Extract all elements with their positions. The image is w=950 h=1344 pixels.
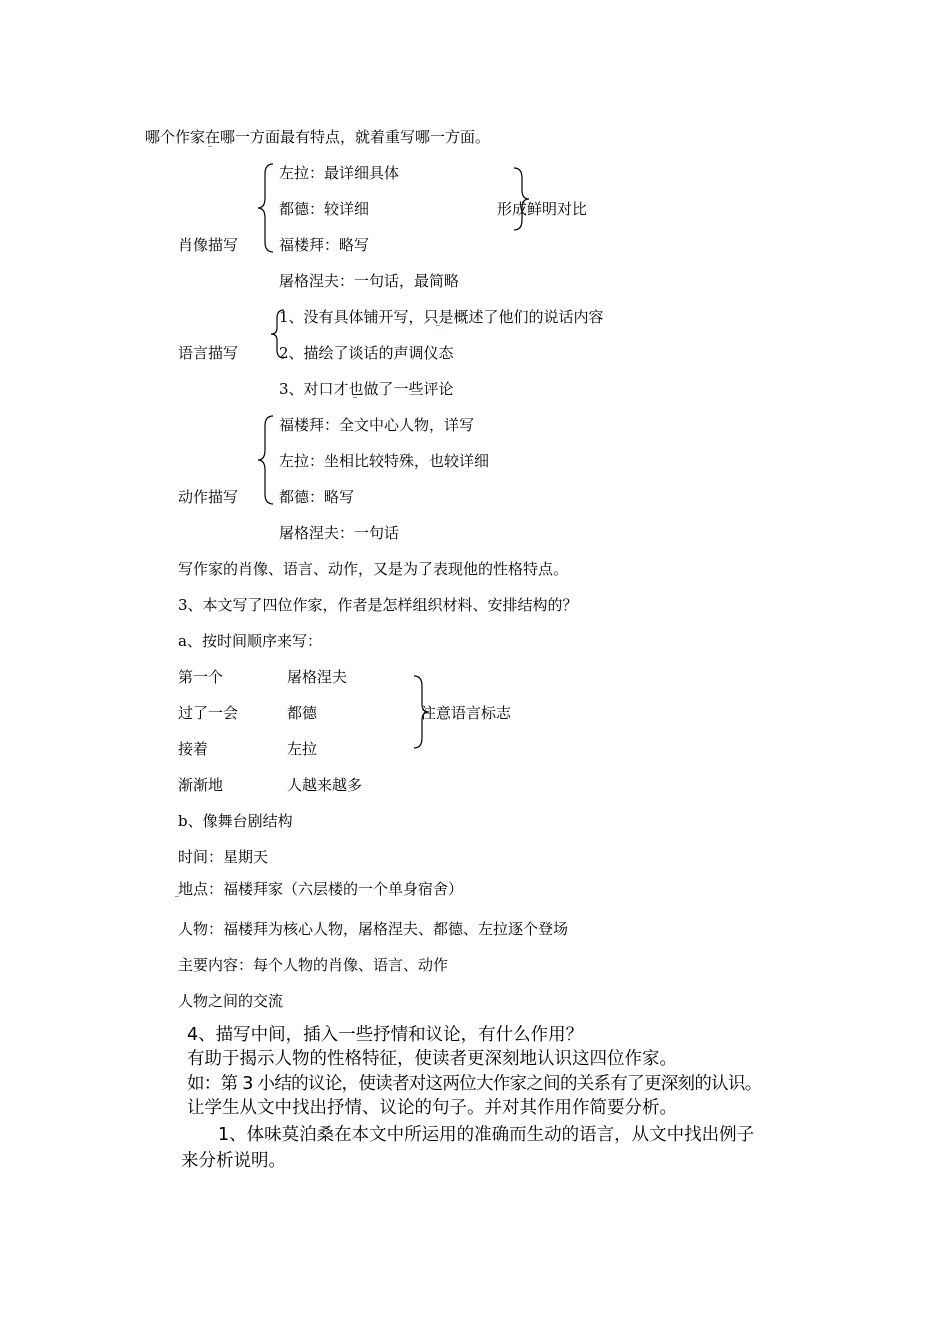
summary-line: 写作家的肖像、语言、动作，又是为了表现他的性格特点。 xyxy=(178,560,569,578)
task-1-line-1: 1、体味莫泊桑在本文中所运用的准确而生动的语言，从文中找出例子 xyxy=(218,1125,755,1145)
sequence-who-1: 屠格涅夫 xyxy=(287,668,348,686)
sequence-time-1: 第一个 xyxy=(178,668,224,686)
answer-4-line-3: 让学生从文中找出抒情、议论的句子。并对其作用作简要分析。 xyxy=(187,1098,677,1118)
edit-mark xyxy=(208,143,212,147)
contrast-brace xyxy=(512,166,532,232)
language-heading: 语言描写 xyxy=(178,344,239,362)
portrait-item-turgenev: 屠格涅夫：一句话，最简略 xyxy=(279,272,460,290)
edit-mark xyxy=(436,322,440,326)
portrait-item-zola: 左拉：最详细具体 xyxy=(279,164,400,182)
portrait-heading: 肖像描写 xyxy=(178,236,239,254)
sequence-time-4: 渐渐地 xyxy=(178,776,224,794)
sequence-time-3: 接着 xyxy=(178,740,209,758)
task-1-line-2: 来分析说明。 xyxy=(181,1151,286,1171)
point-a: a、按时间顺序来写： xyxy=(178,632,322,650)
question-3: 3、本文写了四位作家，作者是怎样组织材料、安排结构的？ xyxy=(178,596,578,614)
sequence-note: 注意语言标志 xyxy=(421,704,512,722)
action-item-daudet: 都德：略写 xyxy=(279,488,355,506)
sequence-brace xyxy=(412,674,432,750)
sequence-who-4: 人越来越多 xyxy=(287,776,363,794)
language-item-1: 1、没有具体铺开写，只是概述了他们的说话内容 xyxy=(279,308,604,326)
point-b: b、像舞台剧结构 xyxy=(178,812,293,830)
portrait-item-flaubert: 福楼拜：略写 xyxy=(279,236,370,254)
edit-mark xyxy=(353,394,357,398)
action-item-turgenev: 屠格涅夫：一句话 xyxy=(279,524,400,542)
answer-4-line-1: 有助于揭示人物的性格特征，使读者更深刻地认识这四位作家。 xyxy=(187,1049,677,1069)
stage-place: 地点：福楼拜家（六层楼的一个单身宿舍） xyxy=(178,880,464,898)
portrait-brace xyxy=(255,162,275,254)
action-heading: 动作描写 xyxy=(178,488,239,506)
language-item-2: 2、描绘了谈话的声调仪态 xyxy=(279,344,454,362)
edit-mark xyxy=(175,893,179,897)
sequence-time-2: 过了一会 xyxy=(178,704,239,722)
sequence-who-3: 左拉 xyxy=(287,740,318,758)
stage-people: 人物：福楼拜为核心人物，屠格涅夫、都德、左拉逐个登场 xyxy=(178,920,569,938)
answer-4-line-2: 如：第 3 小结的议论，使读者对这两位大作家之间的关系有了更深刻的认识。 xyxy=(187,1074,762,1094)
portrait-item-daudet: 都德：较详细 xyxy=(279,200,370,218)
intro-line: 哪个作家在哪一方面最有特点，就着重写哪一方面。 xyxy=(145,128,491,146)
stage-content: 主要内容：每个人物的肖像、语言、动作 xyxy=(178,956,449,974)
language-item-3: 3、对口才也做了一些评论 xyxy=(279,380,454,398)
action-item-flaubert: 福楼拜：全文中心人物，详写 xyxy=(279,416,475,434)
portrait-contrast-note: 形成鲜明对比 xyxy=(497,200,588,218)
stage-time: 时间：星期天 xyxy=(178,848,269,866)
sequence-who-2: 都德 xyxy=(287,704,318,722)
action-item-zola: 左拉：坐相比较特殊，也较详细 xyxy=(279,452,490,470)
question-4: 4、描写中间，插入一些抒情和议论，有什么作用？ xyxy=(187,1025,584,1045)
stage-exchange: 人物之间的交流 xyxy=(178,992,284,1010)
action-brace xyxy=(255,414,275,506)
